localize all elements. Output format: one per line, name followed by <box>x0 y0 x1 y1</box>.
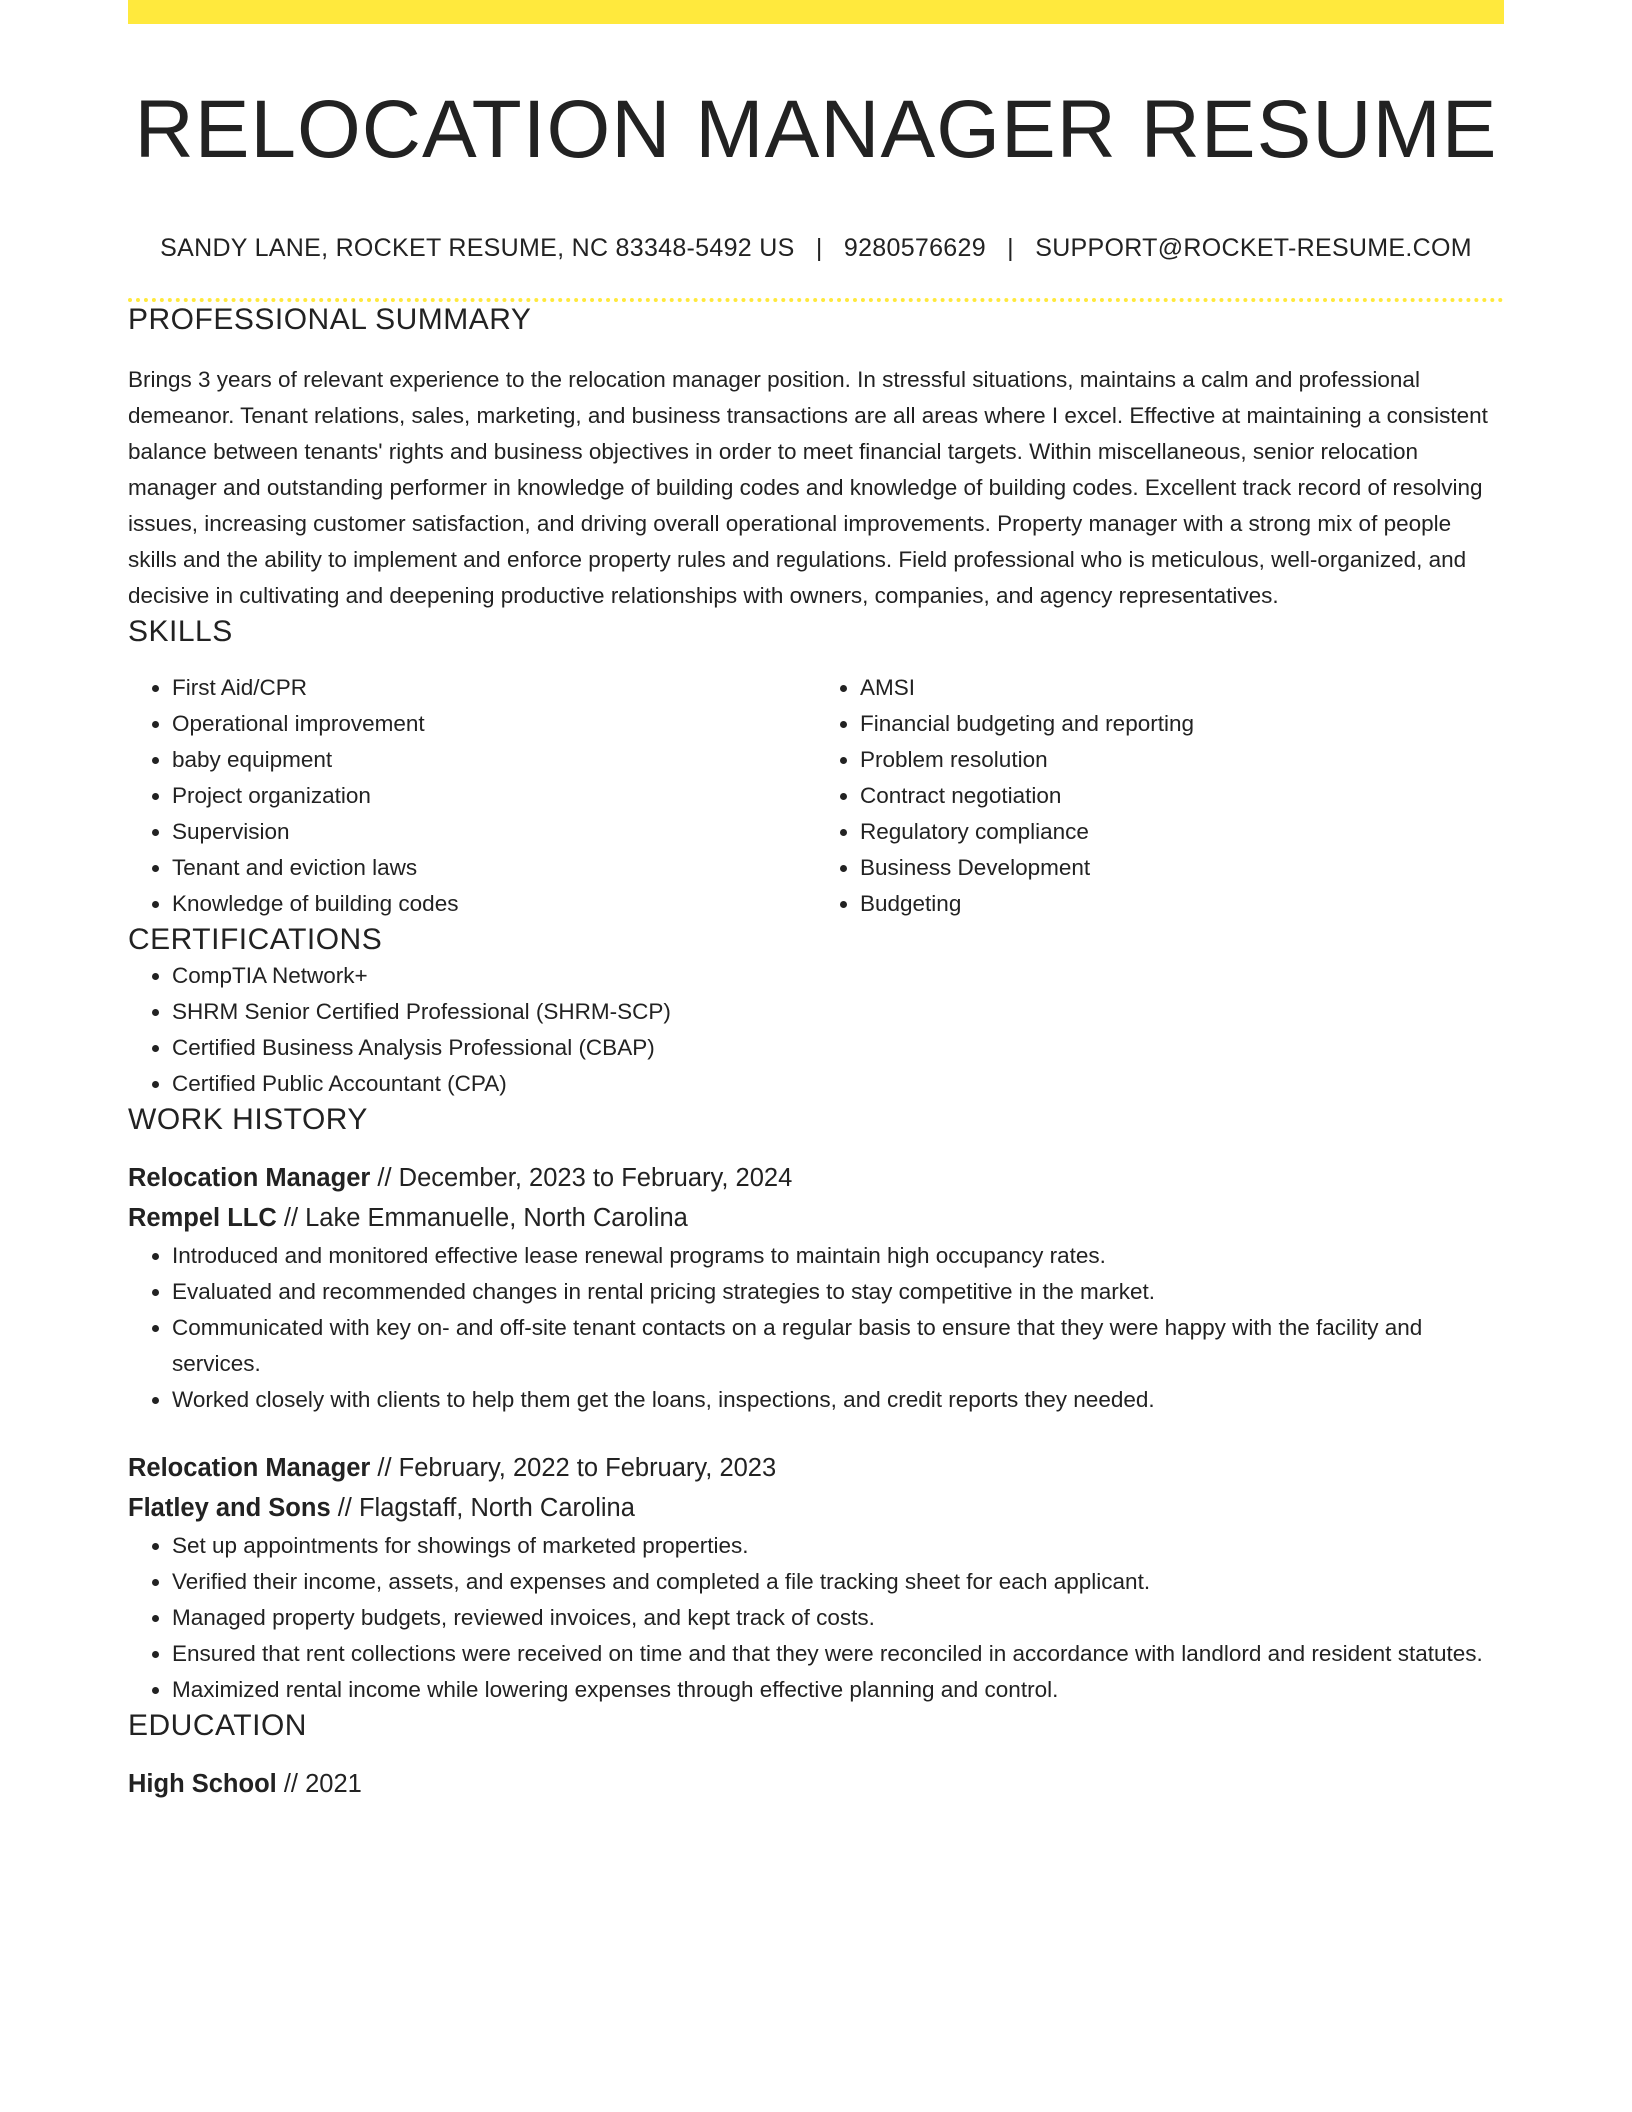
work-history-section <box>128 1102 1504 1708</box>
skills-list-left <box>128 670 816 922</box>
skill-item: • baby equipment <box>172 742 816 778</box>
certifications-section <box>128 922 1504 1102</box>
job-entry <box>128 1158 1504 1418</box>
certification-item: • CompTIA Network+ <box>172 958 1504 994</box>
skill-item: • Project organization <box>172 778 816 814</box>
summary-heading: PROFESSIONAL SUMMARY <box>128 303 532 336</box>
work-history-heading: WORK HISTORY <box>128 1103 368 1136</box>
education-heading: EDUCATION <box>128 1709 307 1742</box>
skill-item: • First Aid/CPR <box>172 670 816 706</box>
job-bullet: • Ensured that rent collections were received on time and that they were reconciled in accordance with landlord and resident statutes. <box>172 1636 1504 1672</box>
skills-grid <box>128 670 1504 922</box>
certification-item: • SHRM Senior Certified Professional (SHRM-SCP) <box>172 994 1504 1030</box>
job-company: Rempel LLC <box>128 1204 277 1232</box>
job-entry <box>128 1448 1504 1708</box>
job-company-line <box>128 1488 1504 1528</box>
contact-separator: | <box>815 234 823 262</box>
skills-list-right <box>816 670 1504 922</box>
job-bullet: • Communicated with key on- and off-site tenant contacts on a regular basis to ensure that they were happy with the facility and services. <box>172 1310 1504 1382</box>
job-bullet: • Managed property budgets, reviewed invoices, and kept track of costs. <box>172 1600 1504 1636</box>
contact-address: SANDY LANE, ROCKET RESUME, NC 83348-5492 US <box>160 234 795 262</box>
job-bullet: • Set up appointments for showings of marketed properties. <box>172 1528 1504 1564</box>
job-company: Flatley and Sons <box>128 1494 331 1522</box>
contact-phone: 9280576629 <box>843 234 986 262</box>
resume-content <box>128 0 1504 1804</box>
summary-text: Brings 3 years of relevant experience to the relocation manager position. In stressful situations, maintains a calm and professional demeanor. Tenant relations, sales, marketing, and business transactions are all areas where I excel. Effective at maintaining a consistent balance between tenants' rights and business objectives in order to meet financial targets. Within miscellaneous, senior relocation manager and outstanding performer in knowledge of building codes and knowledge of building codes. Excellent track record of resolving issues, increasing customer satisfaction, and driving overall operational improvements. Property manager with a strong mix of people skills and the ability to implement and enforce property rules and regulations. Field professional who is meticulous, well-organized, and decisive in cultivating and deepening productive relationships with owners, companies, and agency representatives. <box>128 367 1488 608</box>
page-title: RELOCATION MANAGER RESUME <box>134 84 1498 175</box>
skills-heading: SKILLS <box>128 615 233 648</box>
job-location: // Lake Emmanuelle, North Carolina <box>276 1204 688 1232</box>
skills-section <box>128 614 1504 922</box>
job-title-line <box>128 1158 1504 1198</box>
education-entry <box>128 1764 1504 1804</box>
skill-item: • AMSI <box>860 670 1504 706</box>
certification-item: • Certified Public Accountant (CPA) <box>172 1066 1504 1102</box>
job-title-line <box>128 1448 1504 1488</box>
job-company-line <box>128 1198 1504 1238</box>
job-dates: // February, 2022 to February, 2023 <box>370 1454 777 1482</box>
job-bullet-list <box>128 1528 1504 1708</box>
job-bullet: • Introduced and monitored effective lease renewal programs to maintain high occupancy rates. <box>172 1238 1504 1274</box>
skill-item: • Financial budgeting and reporting <box>860 706 1504 742</box>
skill-item: • Knowledge of building codes <box>172 886 816 922</box>
job-bullet: • Evaluated and recommended changes in rental pricing strategies to stay competitive in the market. <box>172 1274 1504 1310</box>
certifications-list <box>128 958 1504 1102</box>
job-bullet: • Worked closely with clients to help them get the loans, inspections, and credit reports they needed. <box>172 1382 1504 1418</box>
education-section <box>128 1708 1504 1804</box>
job-dates: // December, 2023 to February, 2024 <box>370 1164 793 1192</box>
contact-separator: | <box>1007 234 1014 262</box>
skill-item: • Problem resolution <box>860 742 1504 778</box>
skill-item: • Tenant and eviction laws <box>172 850 816 886</box>
job-location: // Flagstaff, North Carolina <box>330 1494 635 1522</box>
skill-item: • Budgeting <box>860 886 1504 922</box>
contact-line <box>128 232 1504 264</box>
education-degree: High School <box>128 1770 277 1798</box>
summary-section <box>128 302 1504 614</box>
skill-item: • Contract negotiation <box>860 778 1504 814</box>
skill-item: • Supervision <box>172 814 816 850</box>
job-title: Relocation Manager <box>128 1454 371 1482</box>
certifications-heading: CERTIFICATIONS <box>128 923 383 956</box>
skill-item: • Business Development <box>860 850 1504 886</box>
education-year: // 2021 <box>276 1770 362 1798</box>
skill-item: • Operational improvement <box>172 706 816 742</box>
certification-item: • Certified Business Analysis Professional (CBAP) <box>172 1030 1504 1066</box>
contact-email: SUPPORT@ROCKET-RESUME.COM <box>1035 234 1472 262</box>
job-bullet: • Verified their income, assets, and expenses and completed a file tracking sheet for each applicant. <box>172 1564 1504 1600</box>
skill-item: • Regulatory compliance <box>860 814 1504 850</box>
job-bullet: • Maximized rental income while lowering expenses through effective planning and control. <box>172 1672 1504 1708</box>
job-title: Relocation Manager <box>128 1164 371 1192</box>
job-bullet-list <box>128 1238 1504 1418</box>
